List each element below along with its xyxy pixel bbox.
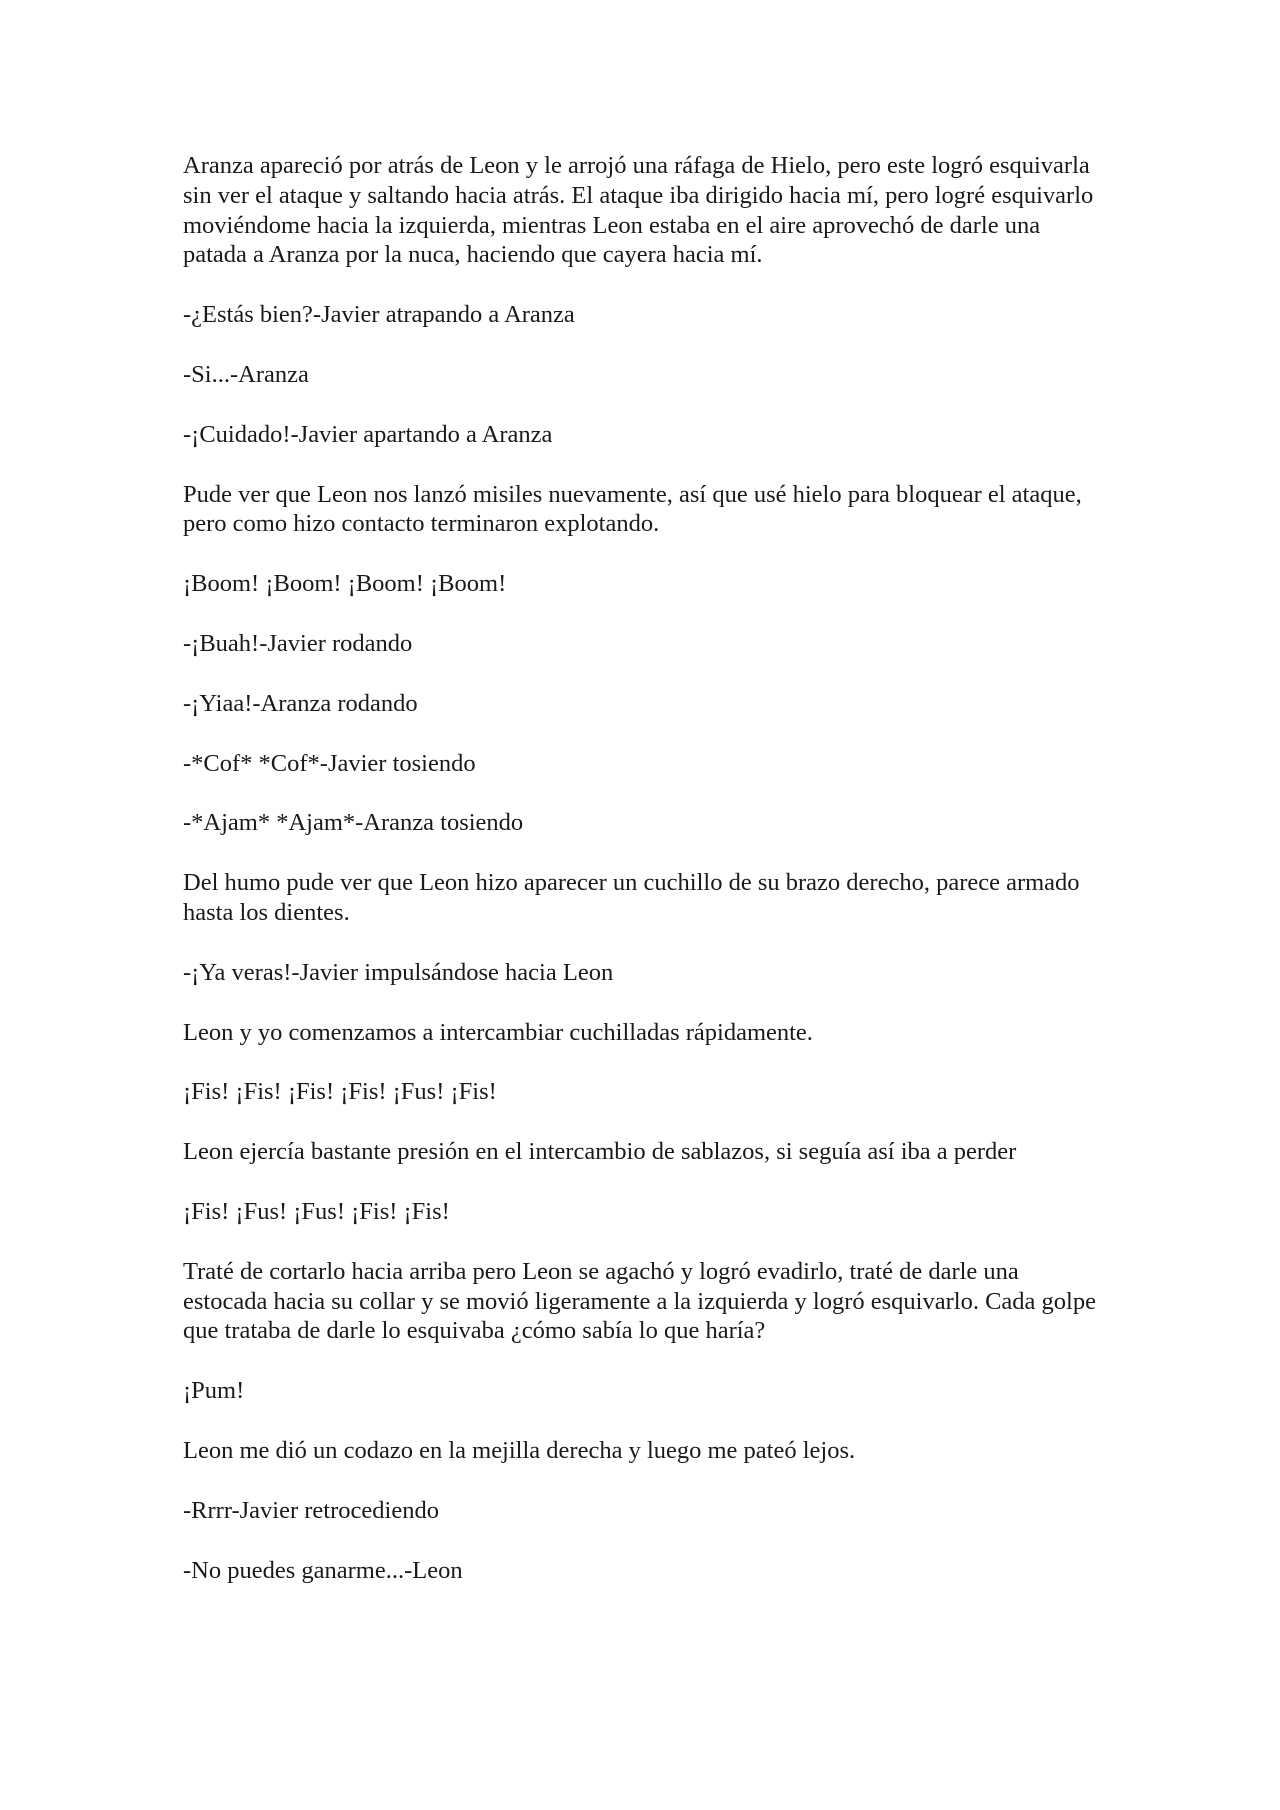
paragraph-dialogue: -No puedes ganarme...-Leon: [183, 1556, 463, 1584]
paragraph-dialogue: -¿Estás bien?-Javier atrapando a Aranza: [183, 301, 575, 329]
paragraph-sound-effect: ¡Boom! ¡Boom! ¡Boom! ¡Boom!: [183, 570, 507, 598]
paragraph-sound-effect: ¡Pum!: [183, 1377, 245, 1405]
paragraph-dialogue: -¡Ya veras!-Javier impulsándose hacia Leon: [183, 958, 614, 986]
paragraph-narration: Del humo pude ver que Leon hizo aparecer un cuchillo de su brazo derecho, parece armado hasta los dientes.: [183, 869, 1080, 926]
paragraph-dialogue: -*Ajam* *Ajam*-Aranza tosiendo: [183, 809, 524, 837]
paragraph-dialogue: -Si...-Aranza: [183, 360, 309, 388]
paragraph-narration: Leon me dió un codazo en la mejilla derecha y luego me pateó lejos.: [183, 1436, 856, 1464]
paragraph-dialogue: -¡Cuidado!-Javier apartando a Aranza: [183, 420, 553, 448]
paragraph-dialogue: -Rrrr-Javier retrocediendo: [183, 1496, 439, 1524]
paragraph-sound-effect: ¡Fis! ¡Fis! ¡Fis! ¡Fis! ¡Fus! ¡Fis!: [183, 1078, 497, 1106]
paragraph-dialogue: -*Cof* *Cof*-Javier tosiendo: [183, 749, 476, 777]
paragraph-dialogue: -¡Buah!-Javier rodando: [183, 629, 413, 657]
paragraph-narration: Leon ejercía bastante presión en el intercambio de sablazos, si seguía así iba a perder: [183, 1138, 1017, 1166]
story-text: [183, 151, 1103, 1615]
paragraph-narration: Pude ver que Leon nos lanzó misiles nuevamente, así que usé hielo para bloquear el ataque, pero como hizo contacto terminaron explotando.: [183, 480, 1082, 538]
paragraph-narration: Leon y yo comenzamos a intercambiar cuchilladas rápidamente.: [183, 1018, 813, 1046]
paragraph-narration: Aranza apareció por atrás de Leon y le arrojó una ráfaga de Hielo, pero este logró esquivarla sin ver el ataque y saltando hacia atrás. El ataque iba dirigido hacia mí, pero logré esquivarlo moviéndome hacia la izquierda, mientras Leon estaba en el aire aprovechó de darle una patada a Aranza por la nuca, haciendo que cayera hacia mí.: [183, 152, 1094, 269]
paragraph-dialogue: -¡Yiaa!-Aranza rodando: [183, 689, 418, 717]
paragraph-narration: Traté de cortarlo hacia arriba pero Leon se agachó y logró evadirlo, traté de darle una estocada hacia su collar y se movió ligeramente a la izquierda y logró esquivarlo. Cada golpe que trataba de darle lo esquivaba ¿cómo sabía lo que haría?: [183, 1257, 1096, 1345]
paragraph-sound-effect: ¡Fis! ¡Fus! ¡Fus! ¡Fis! ¡Fis!: [183, 1197, 450, 1225]
